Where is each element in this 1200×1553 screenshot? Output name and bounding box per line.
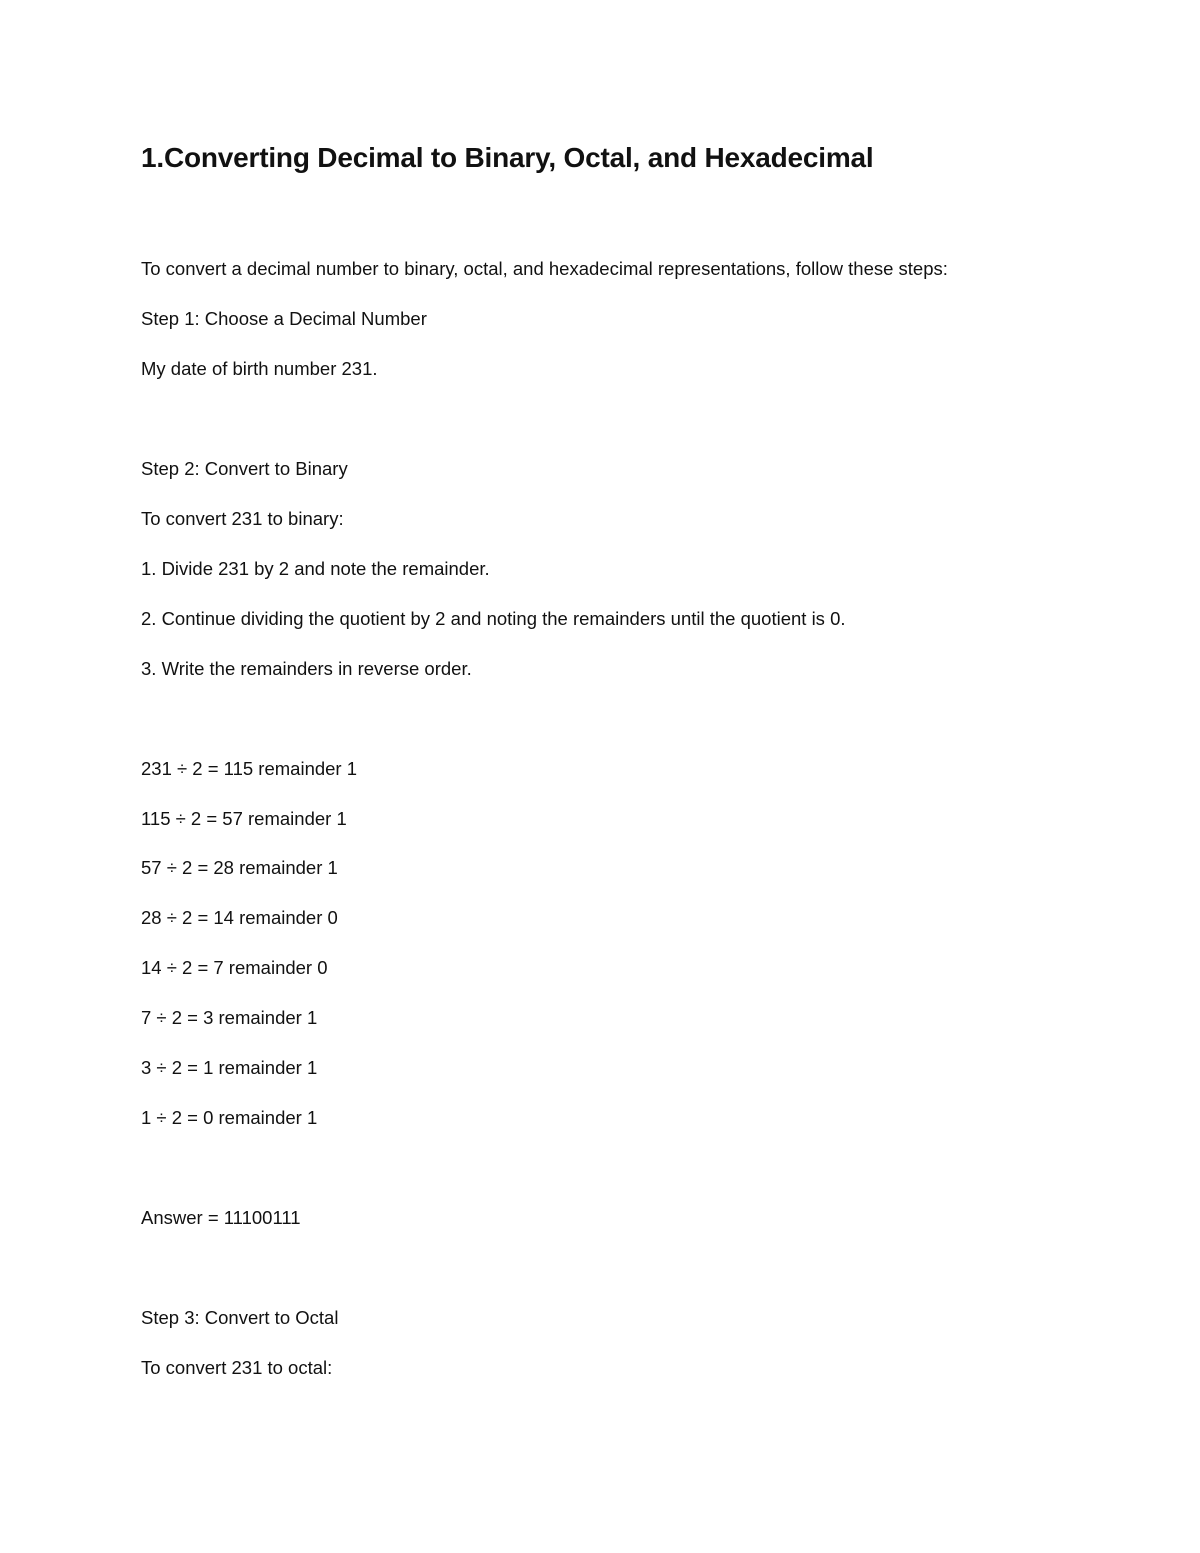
- document-title: 1.Converting Decimal to Binary, Octal, and Hexadecimal: [141, 142, 874, 173]
- step2-text: To convert 231 to binary:: [141, 508, 344, 529]
- step2-heading: Step 2: Convert to Binary: [141, 458, 348, 479]
- division-row: 3 ÷ 2 = 1 remainder 1: [141, 1057, 318, 1078]
- instruction-item: 3. Write the remainders in reverse order.: [141, 658, 472, 679]
- step1-heading: Step 1: Choose a Decimal Number: [141, 308, 427, 329]
- step3-text: To convert 231 to octal:: [141, 1357, 333, 1378]
- division-row: 28 ÷ 2 = 14 remainder 0: [141, 907, 338, 928]
- step1-text: My date of birth number 231.: [141, 358, 378, 379]
- division-row: 115 ÷ 2 = 57 remainder 1: [141, 808, 347, 829]
- division-row: 14 ÷ 2 = 7 remainder 0: [141, 957, 328, 978]
- division-row: 57 ÷ 2 = 28 remainder 1: [141, 857, 338, 878]
- instruction-item: 2. Continue dividing the quotient by 2 and noting the remainders until the quotient is 0.: [141, 608, 846, 629]
- intro-paragraph: To convert a decimal number to binary, octal, and hexadecimal representations, follow these steps:: [141, 258, 948, 279]
- binary-answer: Answer = 11100111: [141, 1207, 301, 1228]
- division-row: 1 ÷ 2 = 0 remainder 1: [141, 1107, 318, 1128]
- instruction-item: 1. Divide 231 by 2 and note the remainder.: [141, 558, 490, 579]
- step3-heading: Step 3: Convert to Octal: [141, 1307, 339, 1328]
- division-row: 7 ÷ 2 = 3 remainder 1: [141, 1007, 318, 1028]
- division-row: 231 ÷ 2 = 115 remainder 1: [141, 758, 358, 779]
